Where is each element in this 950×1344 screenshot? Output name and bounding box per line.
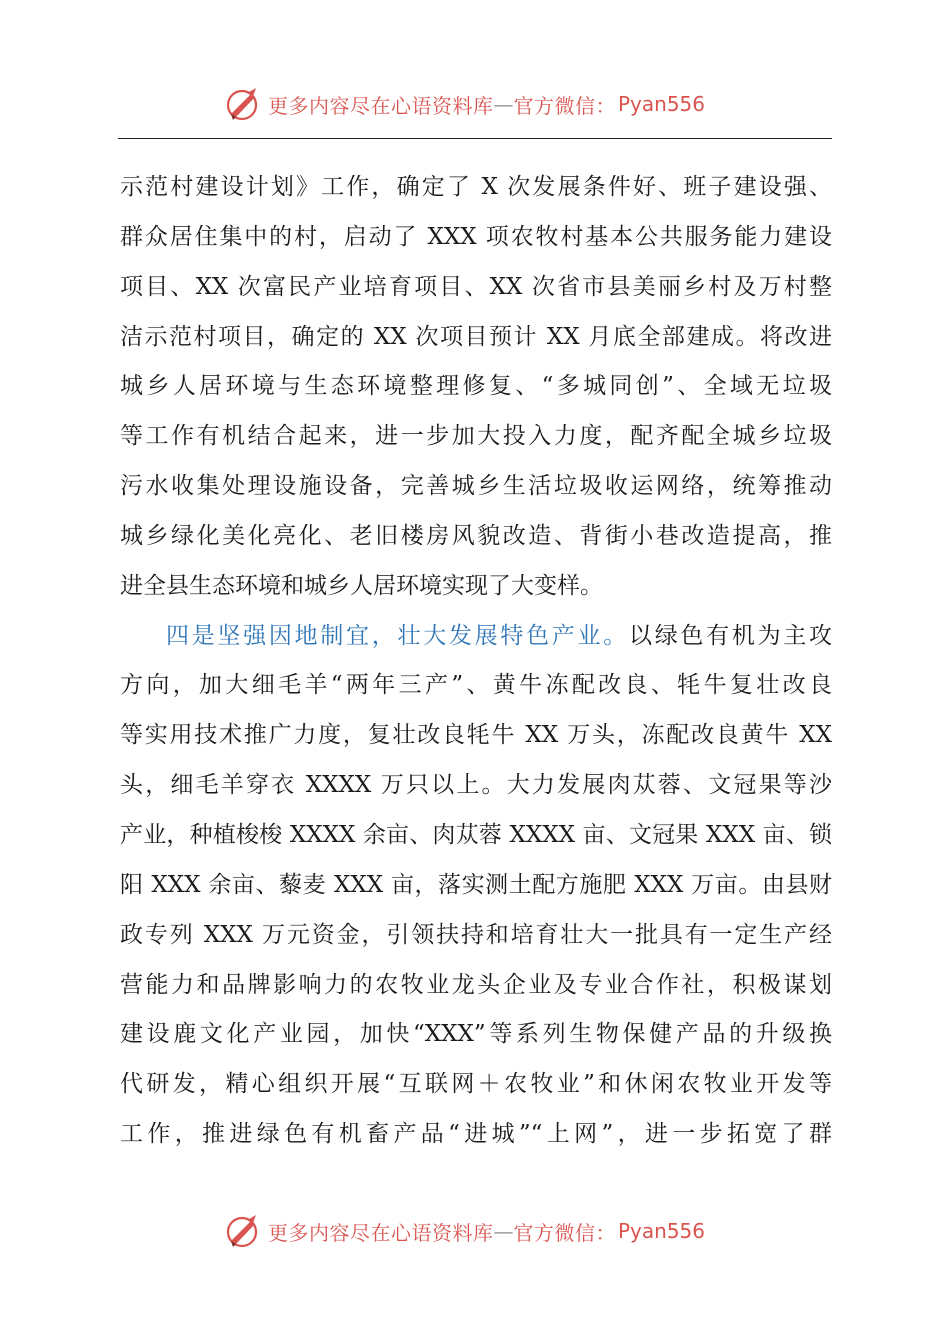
text-line: 进全县生态环境和城乡人居环境实现了大变样。 xyxy=(120,572,603,599)
text-line: 污水收集处理设施设备，完善城乡生活垃圾收运网络，统筹推动 xyxy=(120,473,832,500)
text-line: 城乡人居环境与生态环境整理修复、“多城同创”、全域无垃圾 xyxy=(120,373,832,400)
header-brand-text: 更多内容尽在心语资料库 xyxy=(268,93,494,118)
pen-logo-icon xyxy=(222,84,262,124)
paragraph-2-first-line xyxy=(120,612,832,662)
text-line: 方向，加大细毛羊“两年三产”、黄牛冻配改良、牦牛复壮改良 xyxy=(120,672,832,699)
footer-separator: — xyxy=(493,1219,514,1243)
section-heading: 四是坚强因地制宜，壮大发展特色产业。 xyxy=(166,622,629,649)
paragraph-2 xyxy=(120,612,832,1160)
paragraph-1 xyxy=(120,163,832,612)
text-line: 示范村建设计划》工作，确定了 X 次发展条件好、班子建设强、 xyxy=(120,174,832,200)
text-line: 头，细毛羊穿衣 XXXX 万只以上。大力发展肉苁蓉、文冠果等沙 xyxy=(120,772,832,799)
text-line: 政专列 XXX 万元资金，引领扶持和培育壮大一批具有一定生产经 xyxy=(120,921,832,948)
text-line: 城乡绿化美化亮化、老旧楼房风貌改造、背街小巷改造提高，推 xyxy=(120,522,832,549)
text-line: 代研发，精心组织开展“互联网＋农牧业”和休闲农牧业开发等 xyxy=(120,1071,832,1098)
footer-brand-text: 更多内容尽在心语资料库 xyxy=(268,1220,494,1245)
document-body xyxy=(120,163,832,1160)
text-line: 等实用技术推广力度，复壮改良牦牛 XX 万头，冻配改良黄牛 XX xyxy=(120,722,832,749)
header-rule xyxy=(118,138,832,139)
text-line: 产业，种植梭梭 XXXX 余亩、肉苁蓉 XXXX 亩、文冠果 XXX 亩、锁 xyxy=(120,821,832,848)
text-line: 洁示范村项目，确定的 XX 次项目预计 XX 月底全部建成。将改进 xyxy=(120,323,832,350)
text-line: 等工作有机结合起来，进一步加大投入力度，配齐配全城乡垃圾 xyxy=(120,423,832,450)
text-line: 项目、XX 次富民产业培育项目、XX 次省市县美丽乡村及万村整 xyxy=(120,273,832,300)
footer-contact-id: Pyan556 xyxy=(618,1219,706,1243)
footer-watermark xyxy=(0,1211,950,1251)
text-line: 工作，推进绿色有机畜产品“进城”“上网”，进一步拓宽了群 xyxy=(120,1121,832,1148)
header-watermark xyxy=(0,84,950,124)
header-separator: — xyxy=(493,92,514,116)
text-run: 以绿色有机为主攻 xyxy=(628,622,833,649)
text-line: 群众居住集中的村，启动了 XXX 项农牧村基本公共服务能力建设 xyxy=(120,223,832,250)
footer-contact-label: 官方微信： xyxy=(513,1220,616,1245)
header-contact-id: Pyan556 xyxy=(618,92,706,116)
text-line: 建设鹿文化产业园，加快“XXX”等系列生物保健产品的升级换 xyxy=(120,1021,832,1048)
text-line: 营能力和品牌影响力的农牧业龙头企业及专业合作社，积极谋划 xyxy=(120,971,832,998)
pen-logo-icon xyxy=(222,1211,262,1251)
text-line: 阳 XXX 余亩、藜麦 XXX 亩，落实测土配方施肥 XXX 万亩。由县财 xyxy=(120,871,832,898)
header-contact-label: 官方微信： xyxy=(513,93,616,118)
